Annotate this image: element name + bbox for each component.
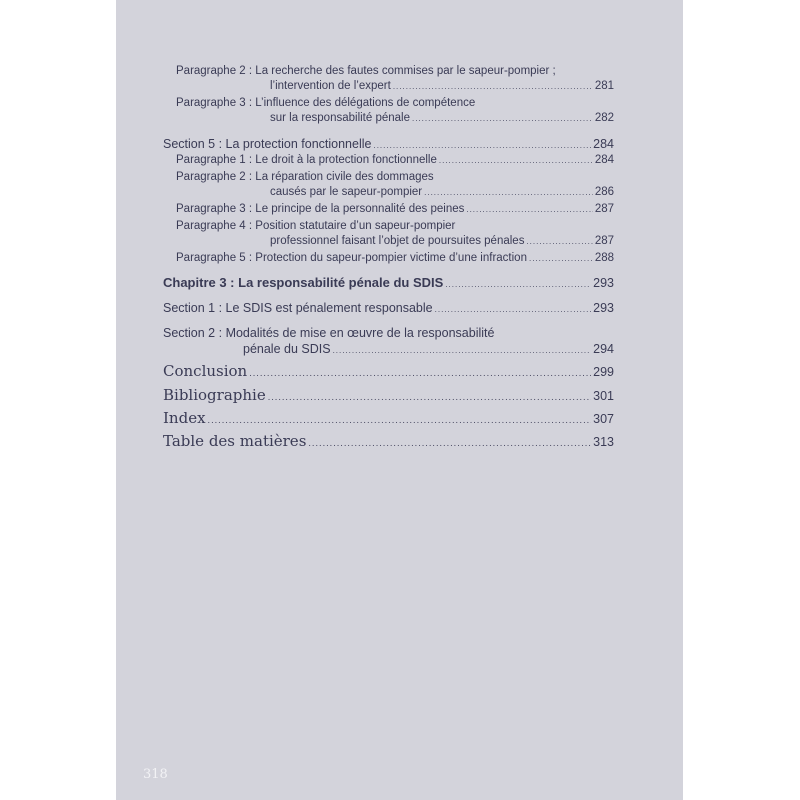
entry-title: Bibliographie	[163, 386, 266, 404]
toc-entry-index[interactable]	[163, 408, 614, 431]
entry-title: Chapitre 3 : La responsabilité pénale du SDIS	[163, 275, 444, 290]
toc-entry-paragraphe-3-principe[interactable]	[163, 202, 614, 217]
page-number: 286	[594, 186, 614, 198]
leader-dots	[439, 153, 593, 168]
entry-label: Paragraphe 3 :	[176, 203, 253, 215]
entry-text: Le droit à la protection fonctionnelle	[255, 154, 437, 166]
page-number: 307	[593, 412, 614, 426]
page-number: 281	[594, 80, 614, 92]
leader-dots	[393, 79, 593, 94]
toc-entry-paragraphe-4-position[interactable]	[163, 219, 614, 249]
page-number: 284	[594, 154, 614, 166]
page-number: 282	[594, 112, 614, 124]
toc-entry-paragraphe-5-victime[interactable]	[163, 251, 614, 266]
entry-text-continued: pénale du SDIS	[243, 342, 331, 356]
leader-dots	[412, 111, 593, 126]
leader-dots	[466, 202, 592, 217]
leader-dots	[249, 364, 591, 384]
toc-entry-paragraphe-1-protection[interactable]	[163, 153, 614, 168]
entry-title: Table des matières	[163, 432, 307, 450]
leader-dots	[208, 411, 592, 431]
leader-dots	[529, 251, 593, 266]
entry-text-continued: l’intervention de l’expert	[270, 80, 391, 92]
leader-dots	[268, 388, 591, 408]
page-number: 293	[593, 301, 614, 315]
toc-entry-paragraphe-3-delegations[interactable]	[163, 96, 614, 126]
entry-label: Paragraphe 5 :	[176, 252, 253, 264]
entry-text-continued: sur la responsabilité pénale	[270, 112, 411, 124]
entry-title: Section 5 : La protection fonctionnelle	[163, 137, 372, 151]
entry-label: Paragraphe 3 :	[176, 97, 253, 109]
entry-label: Paragraphe 2 :	[176, 171, 253, 183]
toc-entry-section-2[interactable]	[163, 325, 614, 359]
toc-entry-paragraphe-2-reparation[interactable]	[163, 170, 614, 200]
page-number: 287	[594, 235, 614, 247]
page-number: 301	[593, 389, 614, 403]
entry-text: Position statutaire d’un sapeur-pompier	[255, 220, 456, 232]
page-number: 299	[593, 365, 614, 379]
page-number: 287	[594, 203, 614, 215]
entry-label: Paragraphe 1 :	[176, 154, 253, 166]
entry-text: La recherche des fautes commises par le sapeur-pompier ;	[255, 65, 556, 77]
entry-label: Paragraphe 4 :	[176, 220, 253, 232]
entry-text-continued: professionnel faisant l’objet de poursuites pénales	[270, 235, 525, 247]
entry-text: Modalités de mise en œuvre de la responsabilité	[225, 326, 495, 340]
leader-dots	[445, 276, 591, 293]
toc-entry-section-5[interactable]	[163, 136, 614, 154]
entry-text: Protection du sapeur-pompier victime d’une infraction	[255, 252, 527, 264]
page-number: 313	[593, 435, 614, 449]
entry-text: Le principe de la personnalité des peines	[255, 203, 465, 215]
toc-entry-conclusion[interactable]	[163, 361, 614, 384]
entry-title: Index	[163, 409, 206, 427]
leader-dots	[333, 343, 592, 359]
entry-title: Conclusion	[163, 362, 248, 380]
leader-dots	[308, 434, 591, 454]
page-number: 293	[593, 276, 614, 290]
entry-text-continued: causés par le sapeur-pompier	[270, 186, 423, 198]
page-folio-number: 318	[143, 767, 168, 782]
entry-label: Section 2 :	[163, 326, 223, 340]
leader-dots	[435, 302, 592, 318]
toc-entry-bibliographie[interactable]	[163, 385, 614, 408]
toc-entry-chapitre-3[interactable]	[163, 274, 614, 293]
entry-text: La réparation civile des dommages	[255, 171, 434, 183]
entry-text: L’influence des délégations de compétence	[255, 97, 476, 109]
entry-title: Section 1 : Le SDIS est pénalement responsable	[163, 301, 433, 315]
page-number: 284	[593, 137, 614, 151]
toc-entry-table-des-matieres[interactable]	[163, 431, 614, 454]
toc-entry-section-1[interactable]	[163, 300, 614, 318]
leader-dots	[526, 234, 592, 249]
entry-label: Paragraphe 2 :	[176, 65, 253, 77]
leader-dots	[373, 138, 591, 154]
toc-entry-paragraphe-2-fautes[interactable]	[163, 64, 614, 94]
leader-dots	[424, 185, 593, 200]
page-number: 288	[594, 252, 614, 264]
page-number: 294	[593, 342, 614, 356]
